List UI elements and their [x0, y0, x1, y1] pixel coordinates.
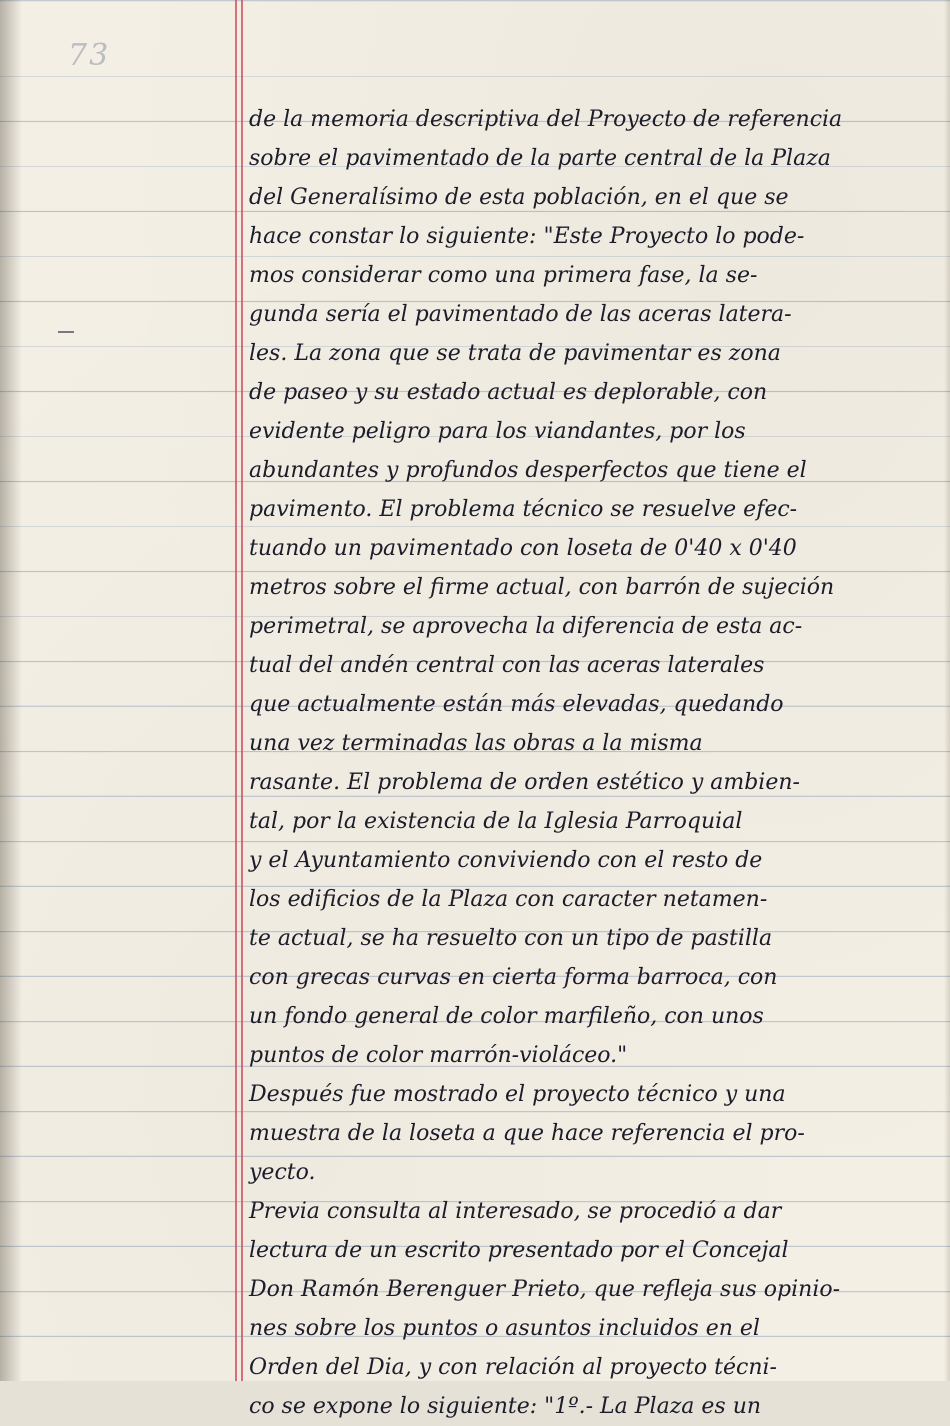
text-line: que actualmente están más elevadas, quedando [249, 692, 784, 717]
text-line: co se expone lo siguiente: "1º.- La Plaza es un [249, 1394, 762, 1419]
text-line: Después fue mostrado el proyecto técnico y una [249, 1082, 786, 1107]
text-line: rasante. El problema de orden estético y ambien- [249, 770, 800, 795]
text-line: Previa consulta al interesado, se procedió a dar [249, 1199, 782, 1224]
text-line: puntos de color marrón-violáceo." [249, 1043, 628, 1068]
text-line: una vez terminadas las obras a la misma [249, 731, 703, 756]
text-line: tual del andén central con las aceras laterales [249, 653, 765, 678]
text-line: tal, por la existencia de la Iglesia Parroquial [249, 809, 743, 834]
text-line: mos considerar como una primera fase, la se- [249, 263, 758, 288]
handwritten-text [249, 100, 917, 1426]
margin-line-left [235, 0, 237, 1381]
text-line: los edificios de la Plaza con caracter netamen- [249, 887, 768, 912]
text-line: muestra de la loseta a que hace referencia el pro- [249, 1121, 805, 1146]
text-line: Don Ramón Berenguer Prieto, que refleja sus opinio- [249, 1277, 841, 1302]
text-line: de paseo y su estado actual es deplorable, con [249, 380, 768, 405]
text-line: Orden del Dia, y con relación al proyecto técni- [249, 1355, 777, 1380]
text-line: un fondo general de color marfileño, con unos [249, 1004, 764, 1029]
binding-shadow [0, 0, 22, 1381]
text-line: yecto. [249, 1160, 316, 1185]
text-line: y el Ayuntamiento conviviendo con el resto de [249, 848, 763, 873]
page-edge [944, 0, 950, 1381]
text-line: de la memoria descriptiva del Proyecto de referencia [249, 107, 843, 132]
text-line: gunda sería el pavimentado de las aceras latera- [249, 302, 792, 327]
text-line: pavimento. El problema técnico se resuelve efec- [249, 497, 798, 522]
text-line: nes sobre los puntos o asuntos incluidos en el [249, 1316, 760, 1341]
margin-mark [58, 331, 74, 333]
text-line: les. La zona que se trata de pavimentar es zona [249, 341, 781, 366]
text-line: te actual, se ha resuelto con un tipo de pastilla [249, 926, 773, 951]
text-line: hace constar lo siguiente: "Este Proyecto lo pode- [249, 224, 805, 249]
text-line: lectura de un escrito presentado por el Concejal [249, 1238, 789, 1263]
text-line: del Generalísimo de esta población, en el que se [249, 185, 789, 210]
text-line: abundantes y profundos desperfectos que tiene el [249, 458, 807, 483]
text-line: evidente peligro para los viandantes, por los [249, 419, 746, 444]
text-line: perimetral, se aprovecha la diferencia de esta ac- [249, 614, 803, 639]
text-line: con grecas curvas en cierta forma barroca, con [249, 965, 778, 990]
page-number: 73 [68, 38, 111, 73]
margin-line-right [241, 0, 243, 1381]
text-line: tuando un pavimentado con loseta de 0'40 x 0'40 [249, 536, 797, 561]
text-line: metros sobre el firme actual, con barrón de sujeción [249, 575, 835, 600]
text-line: sobre el pavimentado de la parte central de la Plaza [249, 146, 831, 171]
